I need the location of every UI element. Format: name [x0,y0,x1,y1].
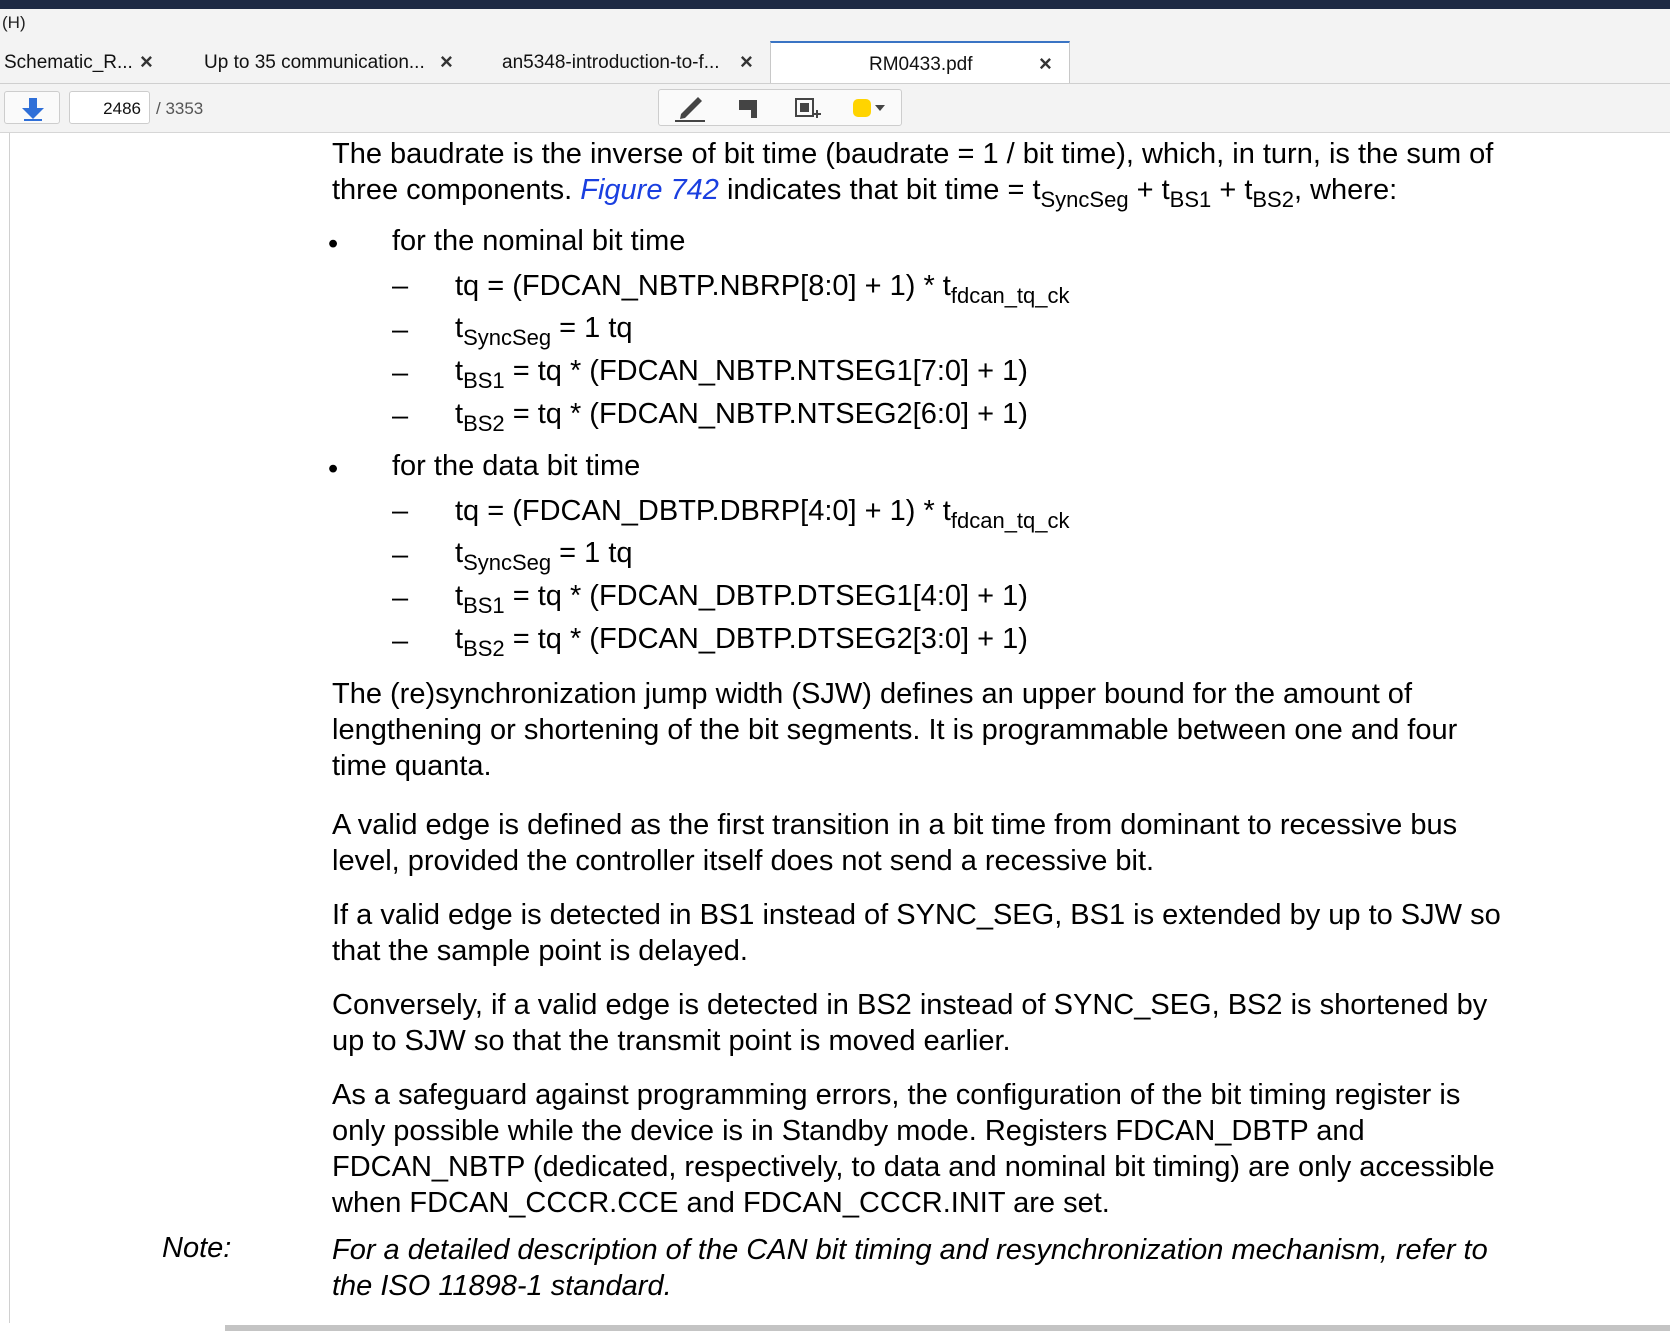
text-span: = tq * (FDCAN_DBTP.DTSEG1[4:0] + 1) [504,580,1028,612]
text-span: = tq * (FDCAN_NBTP.NTSEG2[6:0] + 1) [504,398,1028,430]
text-line [332,172,1562,218]
list-item-data: for the data bit time [392,450,641,482]
formula-nominal-tq [455,268,1070,314]
bullet-marker: • [328,228,339,260]
formula-data-syncseg [455,535,633,581]
stamp-button[interactable] [723,92,773,123]
dash-marker: – [392,270,409,302]
subscript: BS2 [463,636,505,661]
formula-nominal-bs1 [455,353,1028,399]
subscript: BS1 [463,368,505,393]
sidebar-divider [9,133,10,1323]
subscript: BS2 [463,411,505,436]
valid-edge-paragraph [332,807,1562,879]
intro-paragraph [332,136,1562,218]
text-span: t [455,537,464,569]
text-line: time quanta. [332,750,492,782]
text-line: lengthening or shortening of the bit segments. It is programmable between one and four [332,714,1458,746]
subscript: BS1 [463,593,505,618]
window-top-bar [0,0,1670,9]
page-total: / 3353 [156,99,204,118]
pen-button[interactable] [665,92,715,123]
download-button[interactable] [4,91,60,124]
text-span: t [455,398,464,430]
menu-help[interactable]: (H) [2,13,26,32]
bullet-marker: • [328,453,339,485]
text-span: t [455,355,464,387]
close-icon[interactable]: × [440,49,453,74]
bs2-paragraph [332,987,1562,1059]
add-box-button[interactable] [781,92,831,123]
subscript: fdcan_tq_ck [950,283,1070,308]
dash-marker: – [392,539,409,571]
close-icon[interactable]: × [1039,51,1052,76]
sjw-paragraph [332,676,1562,784]
pen-icon [665,92,715,123]
text-line: For a detailed description of the CAN bit timing and resynchronization mechanism, refer to [332,1234,1488,1266]
figure-link[interactable]: Figure 742 [580,174,719,206]
text-span: tq = (FDCAN_NBTP.NBRP[8:0] + 1) * t [455,270,951,302]
bs1-paragraph [332,897,1562,969]
text-span: + t [1128,174,1170,206]
highlight-color-button[interactable] [839,92,897,123]
text-span: = 1 tq [551,537,633,569]
dash-marker: – [392,625,409,657]
note-label: Note: [162,1232,232,1264]
text-line: The (re)synchronization jump width (SJW) defines an upper bound for the amount of [332,678,1412,710]
tab-label: Schematic_R... [4,52,133,73]
close-icon[interactable]: × [140,49,153,74]
page-number-input[interactable]: 2486 [69,91,150,124]
subscript: BS1 [1169,187,1212,212]
stamp-icon [723,92,773,123]
list-item-nominal: for the nominal bit time [392,225,686,257]
annotation-tool-group [658,89,902,126]
menu-bar [0,9,1670,37]
tab-bar [0,37,1670,84]
text-span: + t [1211,174,1253,206]
formula-nominal-bs2 [455,396,1028,442]
formula-data-bs1 [455,578,1028,624]
text-line: that the sample point is delayed. [332,935,748,967]
tab-schematic[interactable] [0,41,165,82]
text-span: tq = (FDCAN_DBTP.DBRP[4:0] + 1) * t [455,495,951,527]
horizontal-scrollbar[interactable] [225,1325,1670,1331]
safeguard-paragraph [332,1077,1562,1221]
text-line: level, provided the controller itself does not send a recessive bit. [332,845,1155,877]
close-icon[interactable]: × [740,49,753,74]
text-span: = 1 tq [551,312,633,344]
text-line: up to SJW so that the transmit point is moved earlier. [332,1025,1011,1057]
subscript: SyncSeg [463,550,552,575]
text-line: If a valid edge is detected in BS1 instead of SYNC_SEG, BS1 is extended by up to SJW so [332,899,1501,931]
arrow-down-icon [5,92,61,125]
text-line: As a safeguard against programming errors, the configuration of the bit timing register is [332,1079,1461,1111]
tab-rm0433[interactable] [770,41,1070,83]
text-line: Conversely, if a valid edge is detected in BS2 instead of SYNC_SEG, BS2 is shortened by [332,989,1488,1021]
tab-label: RM0433.pdf [869,54,973,75]
text-span: indicates that bit time = t [718,174,1041,206]
tab-label: an5348-introduction-to-f... [502,52,720,73]
text-span: = tq * (FDCAN_DBTP.DTSEG2[3:0] + 1) [504,623,1028,655]
dash-marker: – [392,314,409,346]
dash-marker: – [392,400,409,432]
text-span: three components. [332,174,581,206]
subscript: BS2 [1252,187,1294,212]
dash-marker: – [392,495,409,527]
formula-data-tq [455,493,1070,539]
text-span: t [455,312,464,344]
dash-marker: – [392,357,409,389]
text-line: only possible while the device is in Standby mode. Registers FDCAN_DBTP and [332,1115,1365,1147]
text-span: t [455,623,464,655]
text-line: when FDCAN_CCCR.CCE and FDCAN_CCCR.INIT are set. [332,1187,1110,1219]
color-swatch-icon [839,92,897,123]
note-text [332,1232,1562,1304]
subscript: SyncSeg [463,325,552,350]
add-box-icon [781,92,831,123]
text-line: The baudrate is the inverse of bit time (baudrate = 1 / bit time), which, in turn, is the sum of [332,138,1494,170]
pdf-toolbar [0,84,1670,133]
text-line: FDCAN_NBTP (dedicated, respectively, to data and nominal bit timing) are only accessible [332,1151,1495,1183]
formula-data-bs2 [455,621,1028,667]
subscript: SyncSeg [1040,187,1129,212]
tab-an5348[interactable] [469,41,769,82]
text-span: , where: [1293,174,1398,206]
text-line: A valid edge is defined as the first transition in a bit time from dominant to recessive bus [332,809,1458,841]
formula-nominal-syncseg [455,310,633,356]
chevron-down-icon [875,105,885,111]
text-span: t [455,580,464,612]
tab-label: Up to 35 communication... [204,52,425,73]
subscript: fdcan_tq_ck [950,508,1070,533]
text-line: the ISO 11898-1 standard. [332,1270,672,1302]
text-span: = tq * (FDCAN_NBTP.NTSEG1[7:0] + 1) [504,355,1028,387]
tab-communication[interactable] [166,41,468,82]
dash-marker: – [392,582,409,614]
